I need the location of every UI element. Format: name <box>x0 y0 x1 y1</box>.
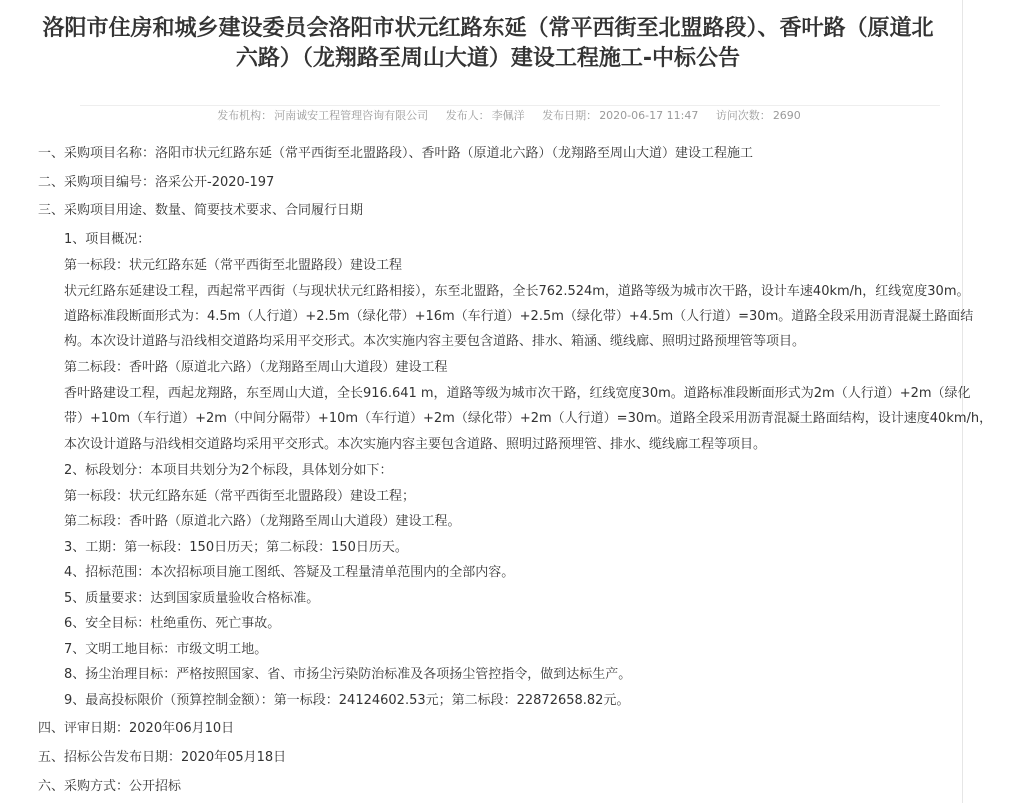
item-6-safety: 6、安全目标：杜绝重伤、死亡事故。 <box>64 616 281 631</box>
section-1-project-name: 一、采购项目名称：洛阳市状元红路东延（常平西街至北盟路段）、香叶路（原道北六路）（龙翔路至周山大道）建设工程施工 <box>38 146 754 161</box>
item-9-price-limit: 9、最高投标限价（预算控制金额）：第一标段：24124602.53元；第二标段：22872658.82元。 <box>64 693 630 708</box>
author-value: 李佩洋 <box>491 109 525 122</box>
publish-date-label: 发布日期： <box>542 109 598 122</box>
section-6-procurement-method: 六、采购方式：公开招标 <box>38 779 182 794</box>
visit-count-value: 2690 <box>772 109 801 122</box>
publisher-value: 河南诚安工程管理咨询有限公司 <box>274 109 429 122</box>
section-3-heading: 三、采购项目用途、数量、简要技术要求、合同履行日期 <box>38 203 364 218</box>
lot-1-desc-line-2: 道路标准段断面形式为：4.5m（人行道）+2.5m（绿化带）+16m（车行道）+2.5m（绿化带）+4.5m（人行道）=30m。道路全段采用沥青混凝土路面结 <box>64 309 974 324</box>
lot-2-desc-line-1: 香叶路建设工程，西起龙翔路，东至周山大道，全长916.641 m，道路等级为城市次干路，红线宽度30m。道路标准段断面形式为2m（人行道）+2m（绿化 <box>64 386 971 401</box>
lot-1-name: 第一标段：状元红路东延（常平西街至北盟路段）建设工程； <box>64 489 416 504</box>
lot-2-desc-line-2: 带）+10m（车行道）+2m（中间分隔带）+10m（车行道）+2m（绿化带）+2m（人行道）=30m。道路全段采用沥青混凝土路面结构，设计速度40km/h， <box>64 411 993 426</box>
lot-1-title: 第一标段：状元红路东延（常平西街至北盟路段）建设工程 <box>64 258 403 273</box>
item-4-scope: 4、招标范围：本次招标项目施工图纸、答疑及工程量清单范围内的全部内容。 <box>64 565 515 580</box>
section-5-notice-date: 五、招标公告发布日期：2020年05月18日 <box>38 750 287 765</box>
section-4-review-date: 四、评审日期：2020年06月10日 <box>38 721 235 736</box>
lot-2-title: 第二标段：香叶路（原道北六路）（龙翔路至周山大道段）建设工程 <box>64 360 448 375</box>
publisher-label: 发布机构： <box>217 109 273 122</box>
lot-1-desc-line-3: 构。本次设计道路与沿线相交道路均采用平交形式。本次实施内容主要包含道路、排水、箱涵、缆线廊、照明过路预埋管等项目。 <box>64 334 806 349</box>
lot-2-desc-line-3: 本次设计道路与沿线相交道路均采用平交形式。本次实施内容主要包含道路、照明过路预埋管、排水、缆线廊工程等项目。 <box>64 437 767 452</box>
item-7-civilized-site: 7、文明工地目标：市级文明工地。 <box>64 642 268 657</box>
item-2-lot-division: 2、标段划分：本项目共划分为2个标段，具体划分如下： <box>64 463 393 478</box>
item-3-duration: 3、工期：第一标段：150日历天；第二标段：150日历天。 <box>64 540 408 555</box>
page-title <box>14 14 962 74</box>
title-line-2: 六路）（龙翔路至周山大道）建设工程施工-中标公告 <box>235 46 741 71</box>
visit-count-label: 访问次数： <box>715 109 771 122</box>
item-8-dust-control: 8、扬尘治理目标：严格按照国家、省、市扬尘污染防治标准及各项扬尘管控指令，做到达标生产。 <box>64 667 632 682</box>
publish-date-value: 2020-06-17 11:47 <box>599 109 699 122</box>
author-label: 发布人： <box>445 109 490 122</box>
lot-1-desc-line-1: 状元红路东延建设工程，西起常平西街（与现状状元红路相接），东至北盟路，全长762.524m，道路等级为城市次干路，设计车速40km/h，红线宽度30m。 <box>64 284 970 299</box>
publish-info <box>80 105 940 132</box>
lot-2-name: 第二标段：香叶路（原道北六路）（龙翔路至周山大道段）建设工程。 <box>64 514 461 529</box>
title-line-1: 洛阳市住房和城乡建设委员会洛阳市状元红路东延（常平西街至北盟路段）、香叶路（原道北 <box>42 16 934 41</box>
item-5-quality: 5、质量要求：达到国家质量验收合格标准。 <box>64 591 320 606</box>
section-2-project-number: 二、采购项目编号：洛采公开-2020-197 <box>38 175 275 190</box>
item-1-overview: 1、项目概况： <box>64 232 151 247</box>
